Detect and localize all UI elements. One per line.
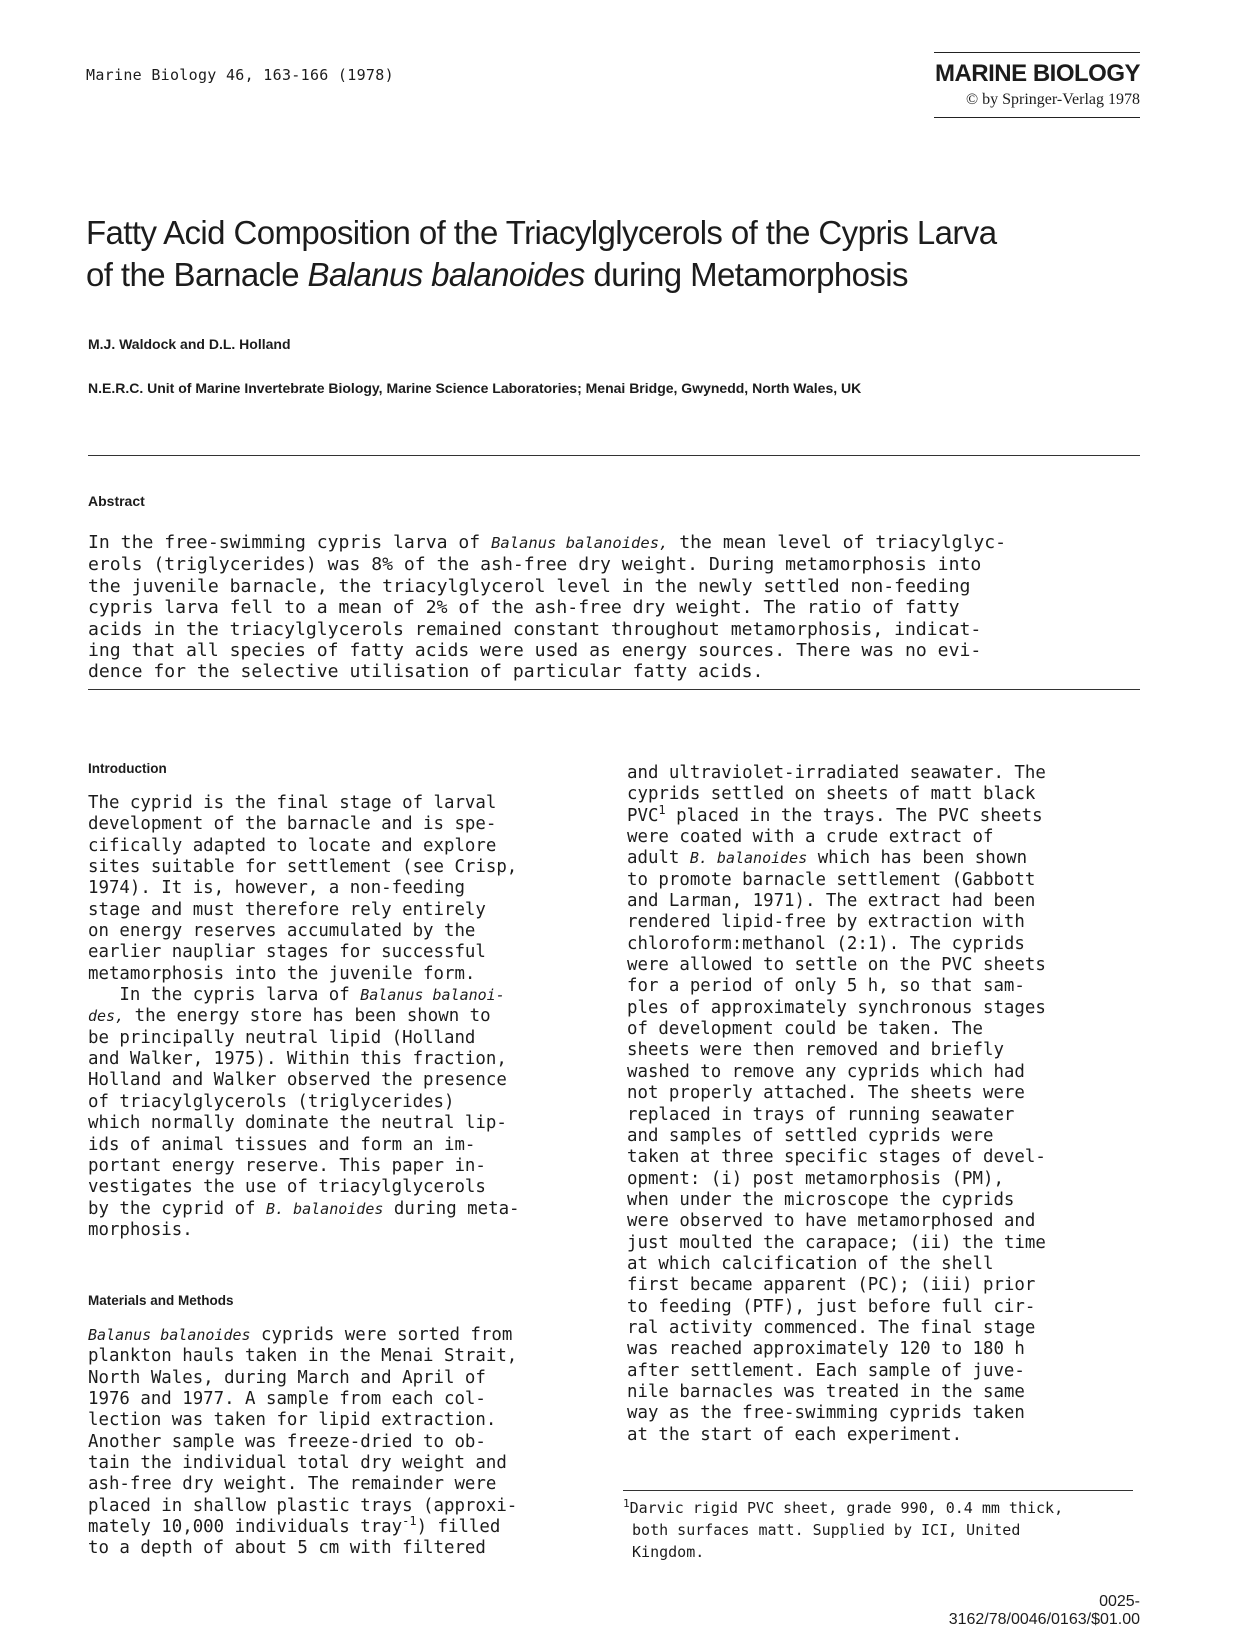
text-line: ash-free dry weight. The remainder were [88,1474,497,1495]
text-line: stage and must therefore rely entirely [88,899,486,920]
text-line: of triacylglycerols (triglycerides) [88,1091,455,1112]
text-line: plankton hauls taken in the Menai Strait, [88,1346,518,1367]
text-line [88,1006,520,1027]
text-line: be principally neutral lipid (Holland [88,1027,476,1048]
species-name: Balanus balanoides [88,1326,251,1344]
text-span: during meta- [383,1198,520,1219]
footnote-marker: 1 [658,802,666,817]
text-line: just moulted the carapace; (ii) the time [627,1232,1046,1253]
text-line: tain the individual total dry weight and [88,1453,507,1474]
text-span: the energy store has been shown to [124,1006,491,1027]
species-name: B. balanoides [689,849,808,868]
text-line: was reached approximately 120 to 180 h [627,1339,1025,1360]
left-column [88,793,520,1241]
text-line: earlier naupliar stages for successful [88,942,486,963]
text-line: 1974). It is, however, a non-feeding [88,878,465,899]
text-span: In the cypris larva of [88,985,361,1006]
footnote-number: 1 [623,1497,630,1510]
text-line: chloroform:methanol (2:1). The cyprids [627,933,1025,954]
journal-reference: Marine Biology 46, 163-166 (1978) [86,66,394,84]
abstract-bottom-rule [88,689,1140,690]
text-line: vestigates the use of triacylglycerols [88,1177,486,1198]
footnote-line: both surfaces matt. Supplied by ICI, United [623,1521,1021,1539]
footnote-line: Kingdom. [623,1543,705,1561]
text-line: cyprids settled on sheets of matt black [627,784,1036,805]
text-line: rendered lipid-free by extraction with [627,912,1025,933]
masthead-top-rule [934,52,1140,53]
text-line: to a depth of about 5 cm with filtered [88,1538,486,1559]
footnote-line [623,1497,1063,1519]
methods-body [88,1325,517,1560]
abstract-line: ing that all species of fatty acids were used as energy sources. There was no evi- [88,640,982,662]
superscript: -1 [402,1514,417,1529]
text-span: by the cyprid of [88,1198,266,1219]
abstract-top-rule [88,455,1140,456]
text-line: Holland and Walker observed the presence [88,1070,507,1091]
abstract-line: erols (triglycerides) was 8% of the ash-free dry weight. During metamorphosis into [88,554,982,576]
abstract-line: acids in the triacylglycerols remained constant throughout metamorphosis, indicat- [88,618,982,640]
text-span: mately 10,000 individuals tray [88,1517,403,1538]
text-line: sites suitable for settlement (see Crisp, [88,857,518,878]
title-line-2 [86,254,1166,296]
text-span: ) filled [416,1517,501,1538]
paper-title [86,212,1166,296]
text-line: lection was taken for lipid extraction. [88,1410,497,1431]
abstract-line: dence for the selective utilisation of particular fatty acids. [88,661,764,683]
text-line [88,1199,520,1220]
abstract-line: the juvenile barnacle, the triacylglycerol level in the newly settled non-feeding [88,575,971,597]
text-line: on energy reserves accumulated by the [88,921,476,942]
text-line: for a period of only 5 h, so that sam- [627,976,1025,997]
text-line: and ultraviolet-irradiated seawater. The [627,763,1046,783]
text-line: way as the free-swimming cyprids taken [627,1403,1025,1424]
abstract-line [88,532,1148,554]
text-line: metamorphosis into the juvenile form. [88,963,476,984]
text-line: cifically adapted to locate and explore [88,835,497,856]
text-line: Another sample was freeze-dried to ob- [88,1431,486,1452]
text-line: not properly attached. The sheets were [627,1083,1025,1104]
affiliation: N.E.R.C. Unit of Marine Invertebrate Biology, Marine Science Laboratories; Menai Bridge, Gwynedd, North Wales, UK [88,380,862,396]
title-line-2-pre: of the Barnacle [86,256,308,293]
text-line: portant energy reserve. This paper in- [88,1155,486,1176]
journal-brand: MARINE BIOLOGY [934,60,1140,87]
text-line: first became apparent (PC); (iii) prior [627,1275,1036,1296]
text-line: of development could be taken. The [627,1019,983,1040]
text-line: nile barnacles was treated in the same [627,1381,1025,1402]
text-line [627,848,1046,869]
text-line: to feeding (PTF), just before full cir- [627,1296,1036,1317]
masthead-bottom-rule [934,117,1140,118]
abstract-text: the mean level of triacylglyc- [668,532,1007,553]
title-line-2-post: during Metamorphosis [584,256,908,293]
text-line: sheets were then removed and briefly [627,1040,1004,1061]
introduction-heading: Introduction [88,761,167,776]
text-span: PVC [627,805,659,826]
text-line: placed in shallow plastic trays (approxi- [88,1495,518,1516]
title-species: Balanus balanoides [307,256,585,293]
text-line [627,802,1046,827]
text-line: and Larman, 1971). The extract had been [627,891,1036,912]
footnote [623,1497,1063,1563]
text-line: after settlement. Each sample of juve- [627,1360,1025,1381]
text-line: were coated with a crude extract of [627,827,994,848]
text-line: at which calcification of the shell [627,1253,994,1274]
abstract-line: cypris larva fell to a mean of 2% of the ash-free dry weight. The ratio of fatty [88,597,960,619]
text-line: North Wales, during March and April of [88,1367,486,1388]
abstract-body [88,532,1148,683]
text-line: replaced in trays of running seawater [627,1104,1015,1125]
text-line [88,1325,517,1346]
text-line [88,985,520,1006]
species-name: Balanus balanoi- [360,986,505,1005]
text-line: to promote barnacle settlement (Gabbott [627,869,1036,890]
text-line: and Walker, 1975). Within this fraction, [88,1049,507,1070]
methods-heading: Materials and Methods [88,1293,234,1308]
footnote-rule [623,1490,1133,1491]
text-line: development of the barnacle and is spe- [88,814,497,835]
text-line: which normally dominate the neutral lip- [88,1113,507,1134]
text-line: were allowed to settle on the PVC sheets [627,955,1046,976]
text-line: ids of animal tissues and form an im- [88,1134,476,1155]
text-line: taken at three specific stages of devel- [627,1147,1046,1168]
species-name: B. balanoides [266,1199,384,1218]
authors: M.J. Waldock and D.L. Holland [88,336,291,352]
text-span: cyprids were sorted from [250,1325,513,1345]
text-line: opment: (i) post metamorphosis (PM), [627,1168,1004,1189]
abstract-species: Balanus balanoides, [491,534,669,552]
text-line: ral activity commenced. The final stage [627,1317,1036,1338]
species-name: des, [88,1007,125,1026]
text-span: adult [627,848,690,869]
text-line: washed to remove any cyprids which had [627,1061,1025,1082]
text-line [88,1514,517,1538]
text-span: Darvic rigid PVC sheet, grade 990, 0.4 mm thick, [629,1499,1064,1517]
text-line: The cyprid is the final stage of larval [88,793,497,813]
text-line: and samples of settled cyprids were [627,1125,994,1146]
abstract-text: In the free-swimming cypris larva of [88,532,492,553]
abstract-heading: Abstract [88,493,145,509]
text-line: ples of approximately synchronous stages [627,997,1046,1018]
title-line-1: Fatty Acid Composition of the Triacylglycerols of the Cypris Larva [86,214,997,251]
text-span: placed in the trays. The PVC sheets [665,805,1043,826]
text-line: when under the microscope the cyprids [627,1189,1015,1210]
text-line: 1976 and 1977. A sample from each col- [88,1389,486,1410]
right-column [627,763,1046,1446]
copyright-notice: © by Springer-Verlag 1978 [965,91,1140,108]
issn-code: 0025-3162/78/0046/0163/$01.00 [948,1593,1140,1628]
journal-masthead [934,52,1140,118]
text-line: were observed to have metamorphosed and [627,1211,1036,1232]
text-line: morphosis. [88,1219,193,1240]
text-line: at the start of each experiment. [627,1424,963,1445]
text-span: which has been shown [807,848,1028,869]
